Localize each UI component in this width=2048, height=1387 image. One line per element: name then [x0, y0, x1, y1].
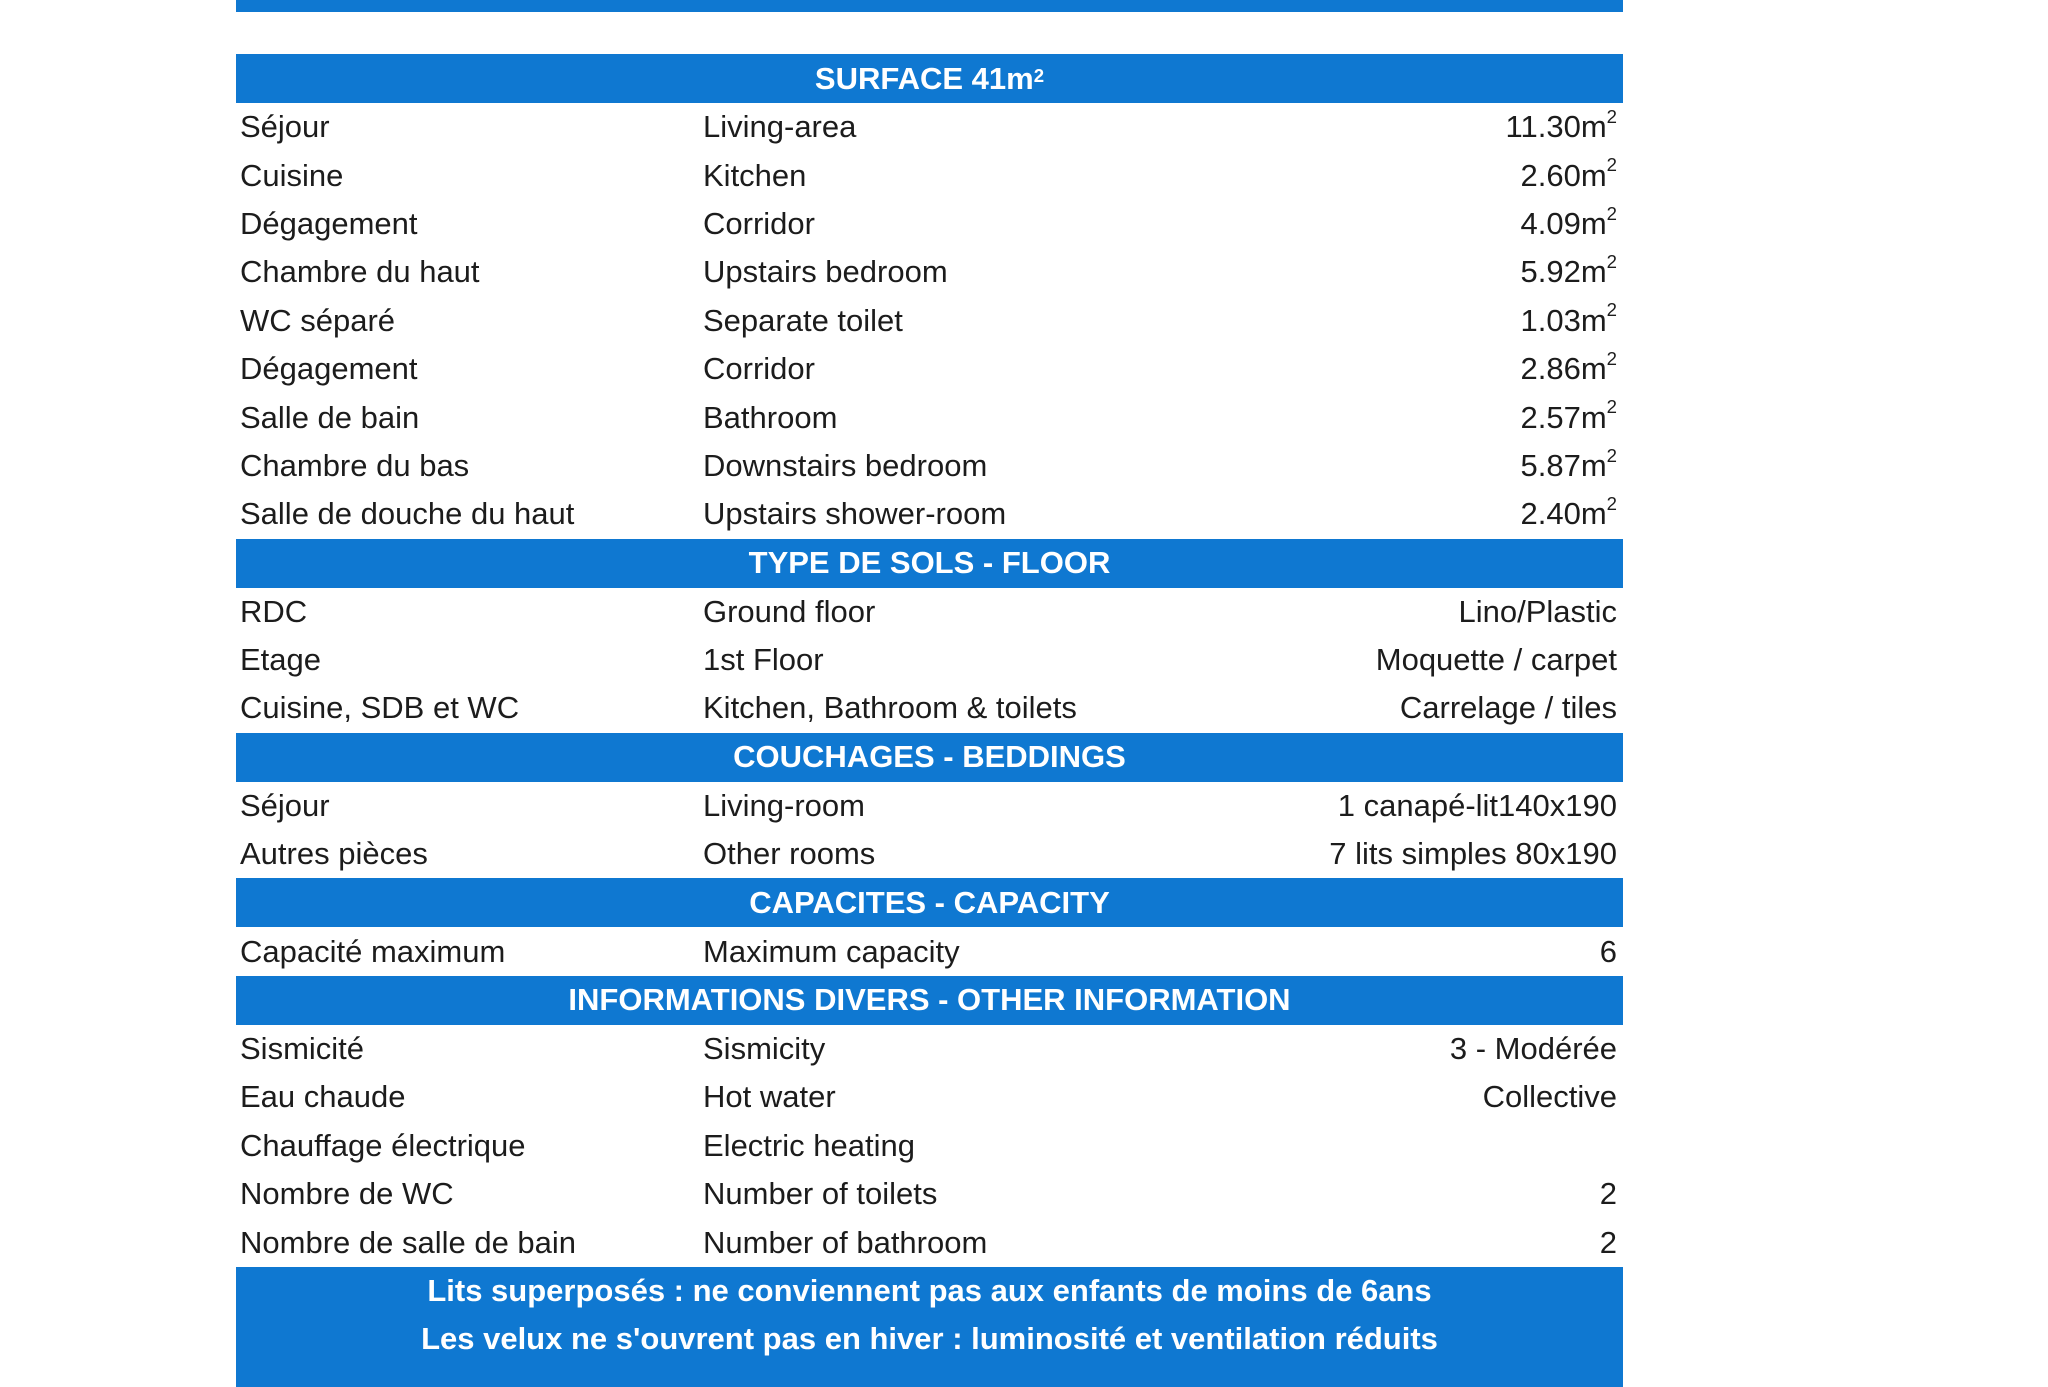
row-value	[1458, 594, 1623, 630]
row-label-english: Electric heating	[703, 1127, 915, 1163]
section-header	[236, 539, 1623, 588]
table-row	[236, 782, 1623, 830]
row-value-text: 1 canapé-lit140x190	[1337, 787, 1617, 823]
row-label-french: Eau chaude	[240, 1079, 406, 1115]
row-label-french: Cuisine	[240, 157, 344, 193]
row-label-french: Etage	[240, 642, 322, 678]
row-value-superscript: 2	[1606, 444, 1617, 466]
row-value-text: 2.86m	[1520, 351, 1607, 387]
table-row	[236, 297, 1623, 345]
row-label-french: Capacité maximum	[240, 933, 506, 969]
row-value-text: 2	[1599, 1224, 1617, 1260]
row-value	[1520, 396, 1623, 436]
row-label-french: Chambre du bas	[240, 447, 470, 483]
row-label-french: Séjour	[240, 787, 330, 823]
row-value	[1520, 492, 1623, 532]
row-value	[1338, 788, 1623, 824]
row-value-text: Carrelage / tiles	[1399, 690, 1617, 726]
table-row	[236, 200, 1623, 248]
table-row	[236, 684, 1623, 732]
row-label-english: Sismicity	[703, 1031, 826, 1067]
row-value-text: 2	[1599, 1176, 1617, 1212]
row-label-french: Chauffage électrique	[240, 1127, 526, 1163]
row-value	[1520, 251, 1623, 290]
section-header-label: COUCHAGES - BEDDINGS	[733, 739, 1126, 775]
row-label-french: Autres pièces	[240, 836, 428, 872]
row-label-english: Maximum capacity	[703, 933, 960, 969]
table-row	[236, 490, 1623, 538]
row-value	[1329, 836, 1623, 872]
row-value-text: 4.09m	[1520, 205, 1607, 241]
row-value	[1520, 154, 1623, 194]
row-label-english: Living-area	[703, 109, 857, 145]
table-row	[236, 636, 1623, 684]
row-value	[1600, 1176, 1623, 1212]
section-header: SURFACE 41m 2	[236, 54, 1623, 103]
table-row	[236, 442, 1623, 490]
row-label-english: Corridor	[703, 205, 815, 241]
row-value-text: Moquette / carpet	[1375, 642, 1617, 678]
row-value-text: 3 - Modérée	[1449, 1031, 1617, 1067]
row-value-superscript: 2	[1606, 396, 1617, 418]
row-label-english: Other rooms	[703, 836, 876, 872]
table-row	[236, 393, 1623, 441]
row-label-french: Nombre de salle de bain	[240, 1224, 577, 1260]
footer-notice-line-1: Lits superposés : ne conviennent pas aux enfants de moins de 6ans	[427, 1272, 1432, 1308]
top-spacer	[236, 12, 1623, 54]
row-value	[1505, 105, 1623, 145]
top-partial-header-bar	[236, 0, 1623, 12]
row-label-english: Bathroom	[703, 399, 838, 435]
row-label-english: Upstairs bedroom	[703, 254, 948, 290]
sections-container	[236, 54, 1623, 1267]
row-value-superscript: 2	[1606, 492, 1617, 514]
table-row	[236, 1170, 1623, 1218]
row-label-french: WC séparé	[240, 302, 396, 338]
row-value-text: 11.30m	[1505, 109, 1607, 145]
row-value-text: 2.40m	[1520, 496, 1607, 532]
row-label-french: Dégagement	[240, 205, 418, 241]
row-label-english: Hot water	[703, 1079, 836, 1115]
row-label-english: Living-room	[703, 787, 865, 823]
section-header	[236, 878, 1623, 927]
table-row	[236, 1073, 1623, 1121]
row-value-superscript: 2	[1606, 105, 1617, 127]
row-label-english: Ground floor	[703, 593, 876, 629]
row-value-text: 5.92m	[1520, 254, 1607, 290]
row-label-english: Downstairs bedroom	[703, 447, 988, 483]
row-value-superscript: 2	[1606, 202, 1617, 224]
row-label-english: Number of toilets	[703, 1176, 938, 1212]
row-value-text: 6	[1599, 933, 1617, 969]
footer-notice	[236, 1267, 1623, 1387]
row-value-text: Collective	[1482, 1079, 1617, 1115]
table-row	[236, 248, 1623, 296]
row-label-english: 1st Floor	[703, 642, 824, 678]
table-row	[236, 927, 1623, 975]
row-label-french: Dégagement	[240, 351, 418, 387]
row-value-text: 2.60m	[1520, 157, 1607, 193]
row-value	[1520, 444, 1623, 484]
row-value-text: Lino/Plastic	[1458, 593, 1617, 629]
row-value	[1600, 934, 1623, 970]
row-value	[1483, 1079, 1623, 1115]
row-value	[1520, 202, 1623, 242]
row-label-french: Séjour	[240, 109, 330, 145]
row-value-superscript: 2	[1606, 154, 1617, 176]
section-header-label: INFORMATIONS DIVERS - OTHER INFORMATION	[568, 982, 1291, 1018]
row-value-text: 1.03m	[1520, 302, 1607, 338]
section-header	[236, 733, 1623, 782]
table-row	[236, 588, 1623, 636]
table-row	[236, 1122, 1623, 1170]
section-header-label: TYPE DE SOLS - FLOOR	[748, 545, 1111, 581]
row-label-french: Salle de douche du haut	[240, 496, 575, 532]
row-label-english: Corridor	[703, 351, 815, 387]
row-value-superscript: 2	[1606, 347, 1617, 369]
table-row	[236, 1025, 1623, 1073]
row-value-text: 7 lits simples 80x190	[1329, 836, 1617, 872]
row-value	[1520, 347, 1623, 387]
section-header	[236, 976, 1623, 1025]
table-row	[236, 1218, 1623, 1266]
row-label-english: Kitchen, Bathroom & toilets	[703, 690, 1077, 726]
row-label-french: RDC	[240, 593, 308, 629]
row-value-text: 2.57m	[1520, 399, 1607, 435]
row-value	[1376, 642, 1623, 678]
row-value	[1600, 1225, 1623, 1261]
table-row	[236, 151, 1623, 199]
row-label-english: Kitchen	[703, 157, 807, 193]
row-label-english: Separate toilet	[703, 302, 903, 338]
table-row	[236, 103, 1623, 151]
row-label-english: Upstairs shower-room	[703, 496, 1007, 532]
row-value-superscript: 2	[1606, 251, 1617, 273]
row-label-french: Salle de bain	[240, 399, 420, 435]
row-value-text: 5.87m	[1520, 447, 1607, 483]
row-label-french: Chambre du haut	[240, 254, 480, 290]
footer-notice-line-2: Les velux ne s'ouvrent pas en hiver : luminosité et ventilation réduits	[421, 1320, 1438, 1356]
table-row	[236, 345, 1623, 393]
row-label-french: Sismicité	[240, 1031, 365, 1067]
section-header-label: CAPACITES - CAPACITY	[749, 884, 1110, 920]
row-value-superscript: 2	[1606, 299, 1617, 321]
row-label-french: Nombre de WC	[240, 1176, 454, 1212]
row-label-english: Number of bathroom	[703, 1224, 988, 1260]
row-value	[1450, 1031, 1623, 1067]
section-header-label: SURFACE 41m	[814, 60, 1034, 96]
row-label-french: Cuisine, SDB et WC	[240, 690, 520, 726]
row-value	[1400, 690, 1623, 726]
property-info-sheet	[236, 0, 1623, 1387]
table-row	[236, 830, 1623, 878]
row-value	[1520, 299, 1623, 339]
